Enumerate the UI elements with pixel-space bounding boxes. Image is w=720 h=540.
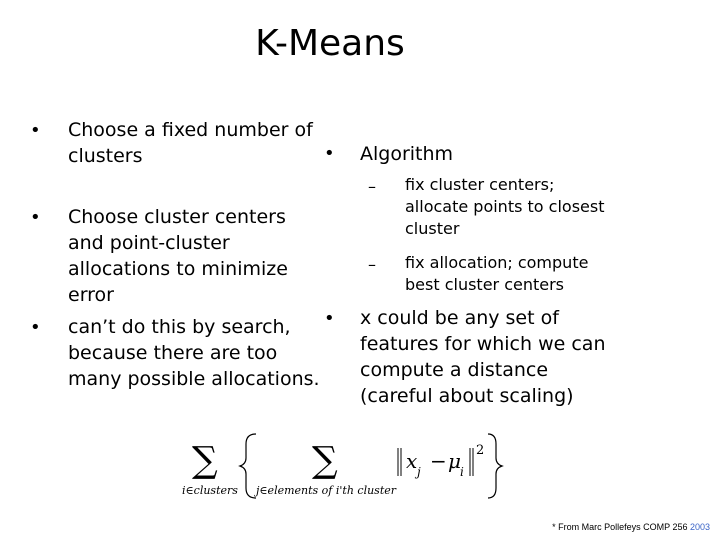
text-line: allocations to minimize — [68, 258, 288, 280]
text-line: fix cluster centers; — [405, 175, 555, 194]
bullet-marker: • — [30, 207, 41, 228]
text-line: cluster — [405, 219, 460, 238]
sum-symbol: ∑ — [312, 440, 338, 481]
bullet-marker: • — [30, 120, 41, 141]
footnote-year: 2003 — [689, 522, 710, 532]
left-bullet-3 — [68, 314, 320, 392]
sub-bullet-2 — [405, 252, 588, 296]
dash-marker: – — [368, 177, 376, 196]
text-line: Choose a fixed number of — [68, 119, 313, 141]
text-line: x could be any set of — [360, 307, 559, 329]
dash-marker: – — [368, 255, 376, 274]
exponent: 2 — [476, 443, 485, 458]
sum-symbol: ∑ — [192, 440, 218, 481]
text-line: (careful about scaling) — [360, 385, 574, 407]
right-bullet-algorithm: Algorithm — [360, 143, 454, 165]
right-bullet-features — [360, 305, 606, 409]
text-line: features for which we can — [360, 333, 606, 355]
minus-sign: − — [430, 449, 447, 473]
i-subscript: i — [460, 465, 464, 479]
sum-subscript-clusters: i∈clusters — [182, 484, 238, 497]
sub-bullet-1 — [405, 174, 604, 240]
text-line: best cluster centers — [405, 275, 565, 294]
kmeans-objective-formula — [182, 428, 510, 500]
text-line: error — [68, 284, 114, 306]
text-line: Choose cluster centers — [68, 206, 286, 228]
text-line: compute a distance — [360, 359, 549, 381]
text-line: fix allocation; compute — [405, 253, 589, 272]
bullet-marker: • — [324, 308, 335, 329]
text-line: many possible allocations. — [68, 368, 320, 390]
j-subscript: j — [417, 465, 421, 479]
text-line: allocate points to closest — [405, 197, 605, 216]
text-line: and point-cluster — [68, 232, 230, 254]
bullet-marker: • — [324, 143, 335, 164]
text-line: clusters — [68, 145, 143, 167]
left-bullet-1 — [68, 117, 313, 169]
left-bullet-2 — [68, 204, 288, 308]
slide-title: K-Means — [255, 23, 405, 64]
x-variable: x — [406, 449, 418, 473]
left-brace — [240, 434, 256, 498]
footnote-text: * From Marc Pollefeys COMP 256 — [552, 522, 690, 532]
text-line: because there are too — [68, 342, 278, 364]
right-brace — [488, 434, 502, 498]
source-footnote — [552, 522, 710, 532]
mu-variable: μ — [448, 449, 461, 473]
sum-subscript-elements: j∈elements of i'th cluster — [256, 484, 397, 497]
text-line: can’t do this by search, — [68, 316, 291, 338]
bullet-marker: • — [30, 317, 41, 338]
